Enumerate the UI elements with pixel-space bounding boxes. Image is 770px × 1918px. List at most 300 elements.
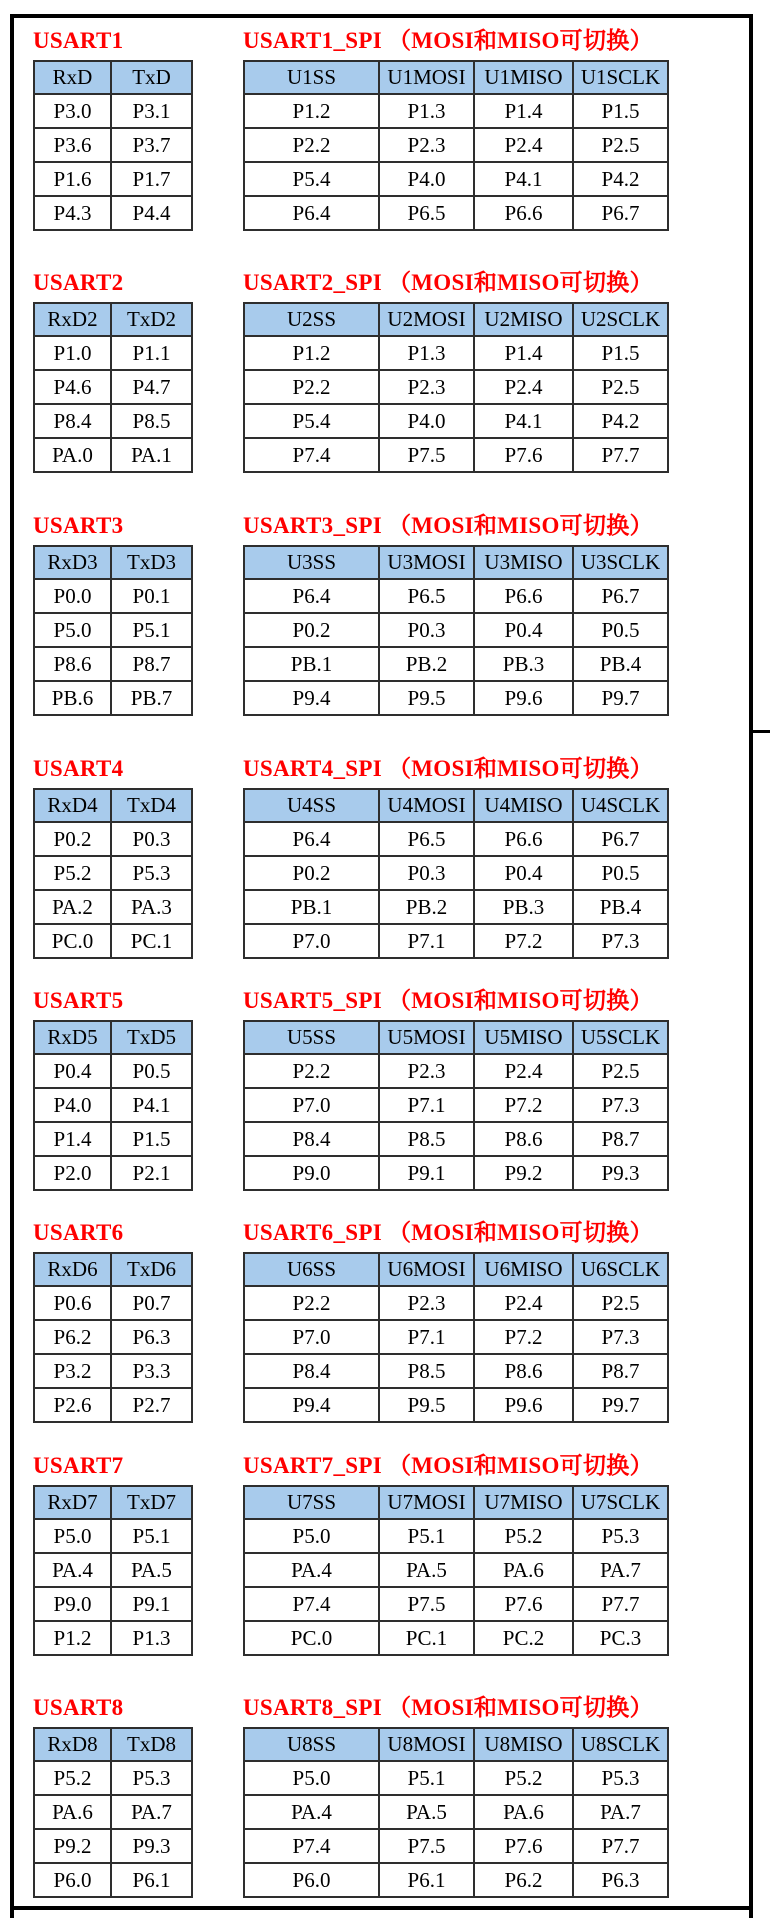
pin-cell: P3.3 [111, 1354, 192, 1388]
table-row [244, 1795, 668, 1829]
table-row [244, 924, 668, 958]
pin-cell: P7.0 [244, 924, 379, 958]
column-header: U6SCLK [573, 1253, 668, 1286]
header-row [244, 61, 668, 94]
column-header: TxD6 [111, 1253, 192, 1286]
usart-title: USART7 [33, 1453, 124, 1478]
pin-cell: P9.6 [474, 681, 573, 715]
header-row [244, 546, 668, 579]
table-row [34, 579, 192, 613]
pin-cell: P0.6 [34, 1286, 111, 1320]
right-tick-line [753, 730, 770, 733]
pin-cell: P7.2 [474, 1088, 573, 1122]
pin-cell: P8.5 [111, 404, 192, 438]
pin-cell: PA.7 [573, 1553, 668, 1587]
pin-cell: P9.0 [34, 1587, 111, 1621]
pin-cell: P1.5 [573, 94, 668, 128]
pin-cell: P6.4 [244, 822, 379, 856]
table-row [244, 822, 668, 856]
table-row [34, 1553, 192, 1587]
pin-cell: PC.2 [474, 1621, 573, 1655]
usart-title: USART8 [33, 1695, 124, 1720]
pin-cell: P0.4 [474, 856, 573, 890]
pin-cell: P6.5 [379, 196, 474, 230]
pin-cell: P9.4 [244, 1388, 379, 1422]
pin-cell: P7.6 [474, 1829, 573, 1863]
pin-cell: P2.2 [244, 1054, 379, 1088]
pin-cell: P7.3 [573, 1088, 668, 1122]
pin-cell: P7.3 [573, 1320, 668, 1354]
pin-cell: P6.6 [474, 579, 573, 613]
pin-cell: P0.7 [111, 1286, 192, 1320]
pin-cell: PB.4 [573, 647, 668, 681]
left-border-tail [10, 1910, 14, 1918]
column-header: U4MOSI [379, 789, 474, 822]
pin-cell: P6.2 [474, 1863, 573, 1897]
table-row [34, 370, 192, 404]
pin-cell: P8.4 [244, 1122, 379, 1156]
pin-cell: P5.4 [244, 404, 379, 438]
usart-spi-title: USART2_SPI （MOSI和MISO可切换） [243, 270, 653, 295]
pin-cell: P4.0 [34, 1088, 111, 1122]
pin-cell: P5.2 [474, 1519, 573, 1553]
pin-cell: P2.5 [573, 128, 668, 162]
pin-cell: P5.1 [379, 1761, 474, 1795]
pin-cell: P9.7 [573, 1388, 668, 1422]
table-row [244, 162, 668, 196]
pin-cell: P0.3 [379, 856, 474, 890]
pin-cell: P5.3 [111, 856, 192, 890]
pin-cell: PA.6 [34, 1795, 111, 1829]
table-row [244, 1587, 668, 1621]
table-row [244, 681, 668, 715]
table-row [244, 1320, 668, 1354]
pin-cell: P5.2 [34, 856, 111, 890]
table-row [244, 1388, 668, 1422]
header-row [244, 1728, 668, 1761]
pin-cell: P2.3 [379, 1054, 474, 1088]
usart-title: USART1 [33, 28, 124, 53]
column-header: TxD3 [111, 546, 192, 579]
pin-cell: P1.3 [379, 336, 474, 370]
pin-cell: P6.0 [244, 1863, 379, 1897]
table-row [34, 681, 192, 715]
usart-spi-table [243, 1020, 669, 1191]
pin-cell: P4.1 [474, 404, 573, 438]
column-header: TxD5 [111, 1021, 192, 1054]
pin-cell: P2.4 [474, 370, 573, 404]
pin-cell: P0.3 [111, 822, 192, 856]
column-header: U3MOSI [379, 546, 474, 579]
pin-cell: P4.6 [34, 370, 111, 404]
pin-cell: P0.2 [244, 613, 379, 647]
usart-rxtx-table [33, 1252, 193, 1423]
header-row [244, 789, 668, 822]
pin-cell: P7.0 [244, 1088, 379, 1122]
table-row [34, 1088, 192, 1122]
pin-cell: P6.2 [34, 1320, 111, 1354]
pin-cell: P6.5 [379, 579, 474, 613]
pin-cell: P2.6 [34, 1388, 111, 1422]
usart-spi-table [243, 1727, 669, 1898]
pin-cell: P0.4 [474, 613, 573, 647]
usart-title: USART3 [33, 513, 124, 538]
pin-cell: P6.0 [34, 1863, 111, 1897]
pin-cell: P7.3 [573, 924, 668, 958]
pin-cell: P2.2 [244, 370, 379, 404]
pin-cell: PB.7 [111, 681, 192, 715]
table-row [34, 1621, 192, 1655]
column-header: U7SCLK [573, 1486, 668, 1519]
pin-cell: P9.7 [573, 681, 668, 715]
pin-cell: P7.1 [379, 924, 474, 958]
pin-cell: P4.0 [379, 162, 474, 196]
pin-cell: P6.7 [573, 196, 668, 230]
pin-cell: PB.3 [474, 890, 573, 924]
usart-title: USART6 [33, 1220, 124, 1245]
pin-cell: P8.5 [379, 1354, 474, 1388]
table-row [34, 1054, 192, 1088]
pin-cell: PC.1 [379, 1621, 474, 1655]
pin-cell: P6.7 [573, 579, 668, 613]
header-row [244, 1486, 668, 1519]
usart5-section [0, 988, 770, 1198]
usart2-section [0, 270, 770, 480]
pin-cell: P4.3 [34, 196, 111, 230]
pin-cell: P2.2 [244, 1286, 379, 1320]
table-row [244, 1829, 668, 1863]
pin-cell: P7.4 [244, 1587, 379, 1621]
pin-cell: PB.3 [474, 647, 573, 681]
pin-cell: P5.3 [573, 1519, 668, 1553]
table-row [34, 404, 192, 438]
table-row [34, 1587, 192, 1621]
column-header: U7MOSI [379, 1486, 474, 1519]
pin-cell: P8.6 [474, 1354, 573, 1388]
table-row [34, 856, 192, 890]
pin-cell: P5.1 [111, 1519, 192, 1553]
pin-cell: P6.1 [379, 1863, 474, 1897]
table-row [244, 1156, 668, 1190]
pin-cell: P9.2 [474, 1156, 573, 1190]
pin-cell: P7.7 [573, 1587, 668, 1621]
table-row [34, 1829, 192, 1863]
pin-cell: P1.5 [573, 336, 668, 370]
pin-cell: P6.7 [573, 822, 668, 856]
pin-cell: P5.0 [244, 1761, 379, 1795]
usart-rxtx-table [33, 302, 193, 473]
column-header: U8MOSI [379, 1728, 474, 1761]
pin-cell: PA.4 [34, 1553, 111, 1587]
column-header: U7MISO [474, 1486, 573, 1519]
pin-cell: P7.4 [244, 1829, 379, 1863]
pin-cell: P7.4 [244, 438, 379, 472]
pin-cell: P7.0 [244, 1320, 379, 1354]
column-header: RxD5 [34, 1021, 111, 1054]
table-row [244, 94, 668, 128]
column-header: RxD8 [34, 1728, 111, 1761]
pin-cell: P8.4 [34, 404, 111, 438]
usart-rxtx-table [33, 788, 193, 959]
pin-cell: P3.1 [111, 94, 192, 128]
pin-cell: P6.6 [474, 196, 573, 230]
pin-cell: PB.2 [379, 890, 474, 924]
usart-rxtx-table [33, 545, 193, 716]
column-header: U1SCLK [573, 61, 668, 94]
table-row [244, 1621, 668, 1655]
pin-cell: PA.5 [111, 1553, 192, 1587]
pin-cell: P7.6 [474, 1587, 573, 1621]
column-header: U3MISO [474, 546, 573, 579]
usart-spi-table [243, 545, 669, 716]
pin-cell: P2.3 [379, 128, 474, 162]
pin-cell: P0.1 [111, 579, 192, 613]
header-row [244, 1021, 668, 1054]
table-row [244, 1553, 668, 1587]
pin-cell: PB.6 [34, 681, 111, 715]
header-row [34, 1021, 192, 1054]
table-row [244, 438, 668, 472]
column-header: RxD4 [34, 789, 111, 822]
pin-cell: P1.4 [474, 336, 573, 370]
pin-cell: P9.5 [379, 1388, 474, 1422]
column-header: RxD3 [34, 546, 111, 579]
pin-cell: P7.5 [379, 1587, 474, 1621]
pin-cell: P1.6 [34, 162, 111, 196]
pin-cell: P1.0 [34, 336, 111, 370]
table-row [34, 1354, 192, 1388]
column-header: U8SCLK [573, 1728, 668, 1761]
pin-cell: PA.4 [244, 1553, 379, 1587]
usart-spi-title: USART4_SPI （MOSI和MISO可切换） [243, 756, 653, 781]
pin-cell: P8.4 [244, 1354, 379, 1388]
table-row [34, 1761, 192, 1795]
column-header: U8SS [244, 1728, 379, 1761]
usart-spi-table [243, 302, 669, 473]
table-row [34, 336, 192, 370]
pin-cell: P2.7 [111, 1388, 192, 1422]
pin-cell: P6.4 [244, 196, 379, 230]
usart7-section [0, 1453, 770, 1663]
pin-cell: PA.7 [111, 1795, 192, 1829]
table-row [244, 613, 668, 647]
pin-cell: P9.5 [379, 681, 474, 715]
pin-cell: P5.2 [34, 1761, 111, 1795]
column-header: U2SCLK [573, 303, 668, 336]
pin-cell: P4.7 [111, 370, 192, 404]
pin-cell: P5.1 [111, 613, 192, 647]
column-header: TxD4 [111, 789, 192, 822]
pin-cell: P5.0 [244, 1519, 379, 1553]
column-header: U4SCLK [573, 789, 668, 822]
pin-cell: P0.5 [111, 1054, 192, 1088]
usart-spi-table [243, 1252, 669, 1423]
pin-cell: P0.3 [379, 613, 474, 647]
pin-cell: P9.0 [244, 1156, 379, 1190]
pin-cell: P4.1 [111, 1088, 192, 1122]
usart8-section [0, 1695, 770, 1905]
header-row [34, 1486, 192, 1519]
column-header: RxD7 [34, 1486, 111, 1519]
column-header: U5SCLK [573, 1021, 668, 1054]
pin-cell: P7.1 [379, 1088, 474, 1122]
usart-spi-table [243, 788, 669, 959]
column-header: U1MISO [474, 61, 573, 94]
pin-cell: PA.0 [34, 438, 111, 472]
table-row [244, 856, 668, 890]
column-header: U6MOSI [379, 1253, 474, 1286]
table-row [244, 1519, 668, 1553]
column-header: U2SS [244, 303, 379, 336]
usart-rxtx-table [33, 1485, 193, 1656]
column-header: U1MOSI [379, 61, 474, 94]
header-row [34, 303, 192, 336]
table-row [34, 1320, 192, 1354]
pin-cell: PB.2 [379, 647, 474, 681]
pin-cell: P1.1 [111, 336, 192, 370]
usart-spi-table [243, 60, 669, 231]
pin-cell: P4.4 [111, 196, 192, 230]
pin-cell: P2.0 [34, 1156, 111, 1190]
usart-spi-title: USART7_SPI （MOSI和MISO可切换） [243, 1453, 653, 1478]
pin-cell: PB.4 [573, 890, 668, 924]
table-row [244, 196, 668, 230]
table-row [34, 94, 192, 128]
header-row [244, 303, 668, 336]
column-header: TxD7 [111, 1486, 192, 1519]
header-row [34, 1253, 192, 1286]
pin-cell: P7.5 [379, 438, 474, 472]
column-header: U4SS [244, 789, 379, 822]
usart-title: USART2 [33, 270, 124, 295]
pin-cell: P6.5 [379, 822, 474, 856]
pin-cell: P7.7 [573, 438, 668, 472]
usart3-section [0, 513, 770, 723]
table-row [244, 579, 668, 613]
table-row [34, 890, 192, 924]
pin-cell: PA.1 [111, 438, 192, 472]
pin-cell: P6.1 [111, 1863, 192, 1897]
pin-cell: P1.3 [111, 1621, 192, 1655]
table-row [34, 1286, 192, 1320]
pin-cell: P7.5 [379, 1829, 474, 1863]
pin-cell: P8.7 [111, 647, 192, 681]
pin-cell: P5.0 [34, 613, 111, 647]
table-row [34, 1122, 192, 1156]
usart-rxtx-table [33, 1020, 193, 1191]
pin-cell: P8.6 [474, 1122, 573, 1156]
column-header: RxD6 [34, 1253, 111, 1286]
column-header: U1SS [244, 61, 379, 94]
usart-title: USART5 [33, 988, 124, 1013]
table-row [34, 613, 192, 647]
pin-cell: P5.3 [573, 1761, 668, 1795]
pin-cell: P2.1 [111, 1156, 192, 1190]
pin-cell: P9.3 [573, 1156, 668, 1190]
table-row [34, 822, 192, 856]
column-header: U7SS [244, 1486, 379, 1519]
pin-cell: P6.4 [244, 579, 379, 613]
pin-cell: P9.1 [111, 1587, 192, 1621]
table-row [34, 1388, 192, 1422]
pin-cell: PA.6 [474, 1553, 573, 1587]
pin-cell: P0.5 [573, 856, 668, 890]
usart-spi-title: USART3_SPI （MOSI和MISO可切换） [243, 513, 653, 538]
pin-cell: P1.5 [111, 1122, 192, 1156]
usart-spi-title: USART1_SPI （MOSI和MISO可切换） [243, 28, 653, 53]
pin-cell: P7.1 [379, 1320, 474, 1354]
table-row [244, 336, 668, 370]
table-row [34, 1795, 192, 1829]
table-row [34, 1156, 192, 1190]
pin-cell: P1.3 [379, 94, 474, 128]
pin-cell: P5.4 [244, 162, 379, 196]
table-row [34, 162, 192, 196]
table-row [34, 647, 192, 681]
pin-cell: PB.1 [244, 647, 379, 681]
pin-cell: P2.5 [573, 1054, 668, 1088]
header-row [34, 1728, 192, 1761]
usart-spi-title: USART6_SPI （MOSI和MISO可切换） [243, 1220, 653, 1245]
usart-rxtx-table [33, 60, 193, 231]
table-row [34, 438, 192, 472]
pin-cell: P6.3 [573, 1863, 668, 1897]
column-header: U5MOSI [379, 1021, 474, 1054]
pin-cell: P4.1 [474, 162, 573, 196]
pin-cell: P9.6 [474, 1388, 573, 1422]
pin-cell: P0.5 [573, 613, 668, 647]
pin-cell: P5.1 [379, 1519, 474, 1553]
pin-cell: P1.7 [111, 162, 192, 196]
table-row [34, 924, 192, 958]
right-border-tail [749, 1910, 753, 1918]
pin-cell: P8.7 [573, 1122, 668, 1156]
pin-cell: P0.2 [244, 856, 379, 890]
pin-cell: P3.7 [111, 128, 192, 162]
pin-cell: P7.2 [474, 924, 573, 958]
pin-cell: P1.4 [34, 1122, 111, 1156]
pin-cell: P2.2 [244, 128, 379, 162]
usart6-section [0, 1220, 770, 1430]
pin-cell: P4.0 [379, 404, 474, 438]
column-header: TxD8 [111, 1728, 192, 1761]
pin-cell: P6.6 [474, 822, 573, 856]
usart-spi-table [243, 1485, 669, 1656]
usart-title: USART4 [33, 756, 124, 781]
pin-cell: P2.4 [474, 1054, 573, 1088]
column-header: TxD [111, 61, 192, 94]
column-header: U5MISO [474, 1021, 573, 1054]
pin-cell: PA.3 [111, 890, 192, 924]
column-header: U3SS [244, 546, 379, 579]
pin-cell: P9.3 [111, 1829, 192, 1863]
column-header: U6SS [244, 1253, 379, 1286]
pin-cell: PC.0 [244, 1621, 379, 1655]
table-row [244, 1761, 668, 1795]
column-header: RxD2 [34, 303, 111, 336]
header-row [34, 546, 192, 579]
column-header: U4MISO [474, 789, 573, 822]
table-row [34, 1519, 192, 1553]
pin-cell: P8.5 [379, 1122, 474, 1156]
table-row [244, 370, 668, 404]
table-row [244, 1286, 668, 1320]
pin-cell: P3.0 [34, 94, 111, 128]
pin-cell: P6.3 [111, 1320, 192, 1354]
usart-spi-title: USART5_SPI （MOSI和MISO可切换） [243, 988, 653, 1013]
pin-cell: PC.0 [34, 924, 111, 958]
pin-cell: PA.6 [474, 1795, 573, 1829]
